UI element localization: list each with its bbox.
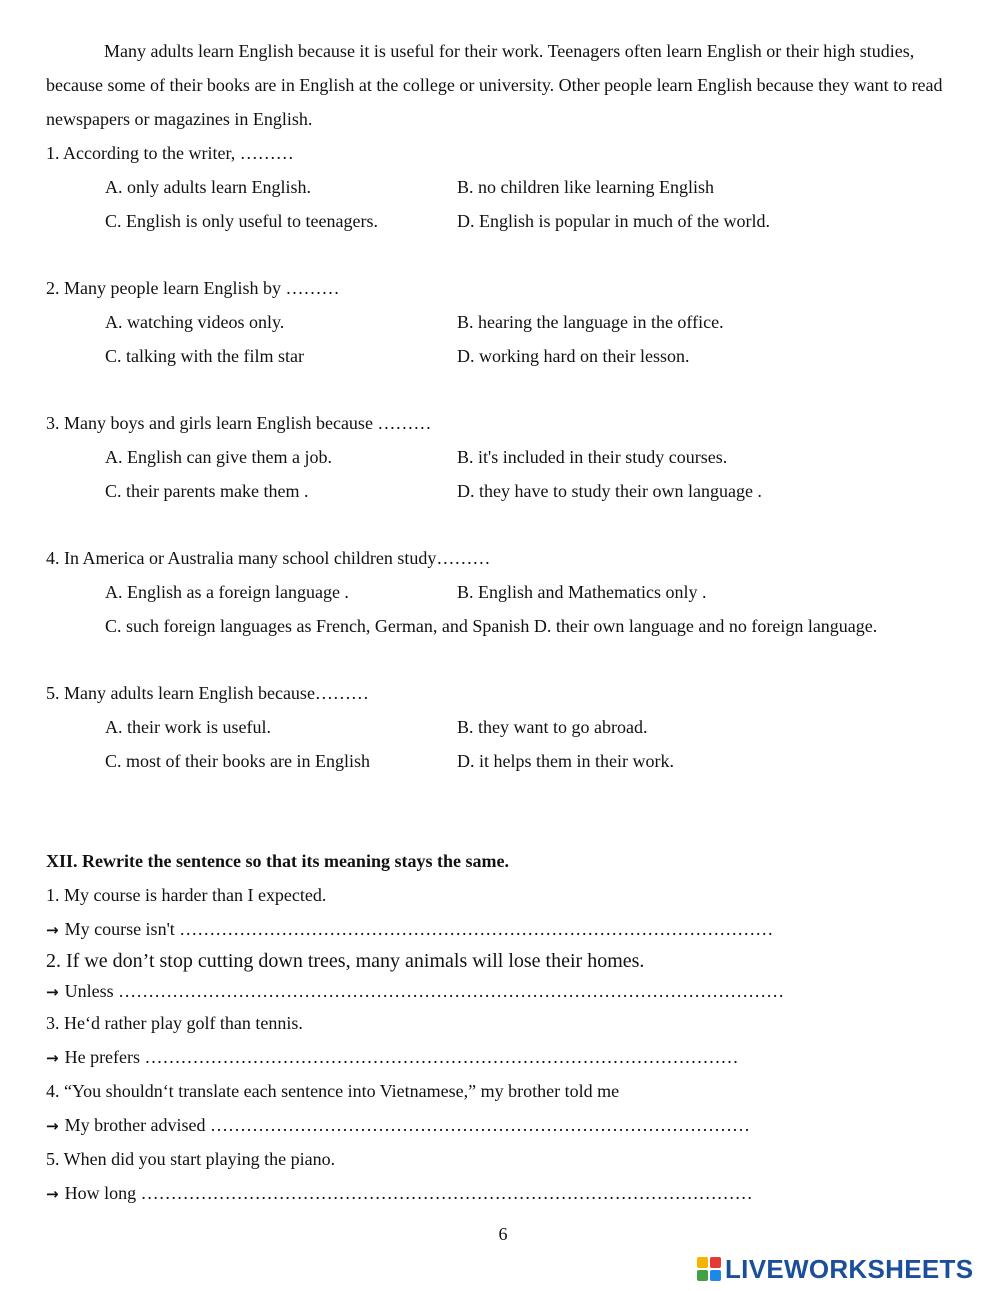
question-5-row-ab (46, 710, 956, 744)
question-5-option-b[interactable]: B. they want to go abroad. (457, 717, 648, 737)
rewrite-2-answer: Unless ………………………………………………………………………………………………… (64, 981, 785, 1001)
arrow-right-icon: → (46, 983, 59, 1001)
logo-block (710, 1270, 721, 1281)
question-3-row-ab (46, 440, 956, 474)
question-5-stem: 5. Many adults learn English because……… (46, 683, 369, 703)
rewrite-3-prompt: 3. He‘d rather play golf than tennis. (46, 1013, 303, 1033)
question-5-option-c[interactable]: C. most of their books are in English (105, 751, 370, 771)
question-1-option-a[interactable]: A. only adults learn English. (105, 177, 311, 197)
question-2-option-b[interactable]: B. hearing the language in the office. (457, 312, 724, 332)
question-3-row-cd (46, 474, 956, 508)
reading-passage: Many adults learn English because it is useful for their work. Teenagers often learn English or their high studies, because some of their books are in English at the college or university. Other people learn English because they want to read newspapers or magazines in English. (46, 41, 943, 129)
question-3-option-b[interactable]: B. it's included in their study courses. (457, 447, 728, 467)
logo-block (697, 1257, 708, 1268)
question-4-stem: 4. In America or Australia many school children study……… (46, 548, 491, 568)
rewrite-5-answer: How long ………………………………………………………………………………………… (64, 1183, 753, 1203)
question-5-row-cd (46, 744, 956, 778)
logo-block (710, 1257, 721, 1268)
page-number: 6 (498, 1224, 508, 1244)
question-2-stem: 2. Many people learn English by ……… (46, 278, 340, 298)
question-1-option-d[interactable]: D. English is popular in much of the world. (457, 211, 770, 231)
logo-block (697, 1270, 708, 1281)
brand-name: LIVEWORKSHEETS (725, 1253, 974, 1284)
question-2-option-a[interactable]: A. watching videos only. (105, 312, 285, 332)
question-2-option-c[interactable]: C. talking with the film star (105, 346, 304, 366)
question-3-option-a[interactable]: A. English can give them a job. (105, 447, 332, 467)
question-1-stem: 1. According to the writer, ……… (46, 143, 294, 163)
rewrite-1-answer-line[interactable] (46, 912, 956, 946)
question-2-row-ab (46, 305, 956, 339)
arrow-right-icon: → (46, 1049, 59, 1067)
rewrite-4-answer: My brother advised ……………………………………………………………………………… (64, 1115, 751, 1135)
question-1-option-c[interactable]: C. English is only useful to teenagers. (105, 211, 378, 231)
question-1-row-cd (46, 204, 956, 238)
question-5-option-a[interactable]: A. their work is useful. (105, 717, 271, 737)
section-heading-rewrite: XII. Rewrite the sentence so that its meaning stays the same. (46, 851, 509, 871)
rewrite-3-answer: He prefers ……………………………………………………………………………………… (64, 1047, 739, 1067)
arrow-right-icon: → (46, 1185, 59, 1203)
question-4-row-ab (46, 575, 956, 609)
worksheet-page (46, 34, 956, 1210)
rewrite-2-prompt: 2. If we don’t stop cutting down trees, many animals will lose their homes. (46, 950, 645, 972)
question-3-option-c[interactable]: C. their parents make them . (105, 481, 309, 501)
question-4-row-cd (46, 609, 956, 643)
arrow-right-icon: → (46, 921, 59, 939)
question-5-option-d[interactable]: D. it helps them in their work. (457, 751, 674, 771)
liveworksheets-logo (697, 1252, 973, 1286)
rewrite-2-answer-line[interactable] (46, 976, 956, 1006)
rewrite-4-prompt: 4. “You shouldn‘t translate each sentence into Vietnamese,” my brother told me (46, 1081, 620, 1101)
arrow-right-icon: → (46, 1117, 59, 1135)
question-3-stem: 3. Many boys and girls learn English because ……… (46, 413, 432, 433)
rewrite-4-answer-line[interactable] (46, 1108, 956, 1142)
rewrite-1-prompt: 1. My course is harder than I expected. (46, 885, 327, 905)
question-1-option-b[interactable]: B. no children like learning English (457, 177, 714, 197)
rewrite-5-answer-line[interactable] (46, 1176, 956, 1210)
rewrite-5-prompt: 5. When did you start playing the piano. (46, 1149, 336, 1169)
question-4-options-c-d[interactable]: C. such foreign languages as French, German, and Spanish D. their own language and no foreign language. (105, 616, 878, 636)
question-2-option-d[interactable]: D. working hard on their lesson. (457, 346, 690, 366)
rewrite-3-answer-line[interactable] (46, 1040, 956, 1074)
question-4-option-a[interactable]: A. English as a foreign language . (105, 582, 349, 602)
question-4-option-b[interactable]: B. English and Mathematics only . (457, 582, 707, 602)
question-1-row-ab (46, 170, 956, 204)
question-3-option-d[interactable]: D. they have to study their own language . (457, 481, 762, 501)
rewrite-1-answer: My course isn't ……………………………………………………………………………………… (64, 919, 774, 939)
logo-blocks-icon (697, 1257, 721, 1281)
question-2-row-cd (46, 339, 956, 373)
